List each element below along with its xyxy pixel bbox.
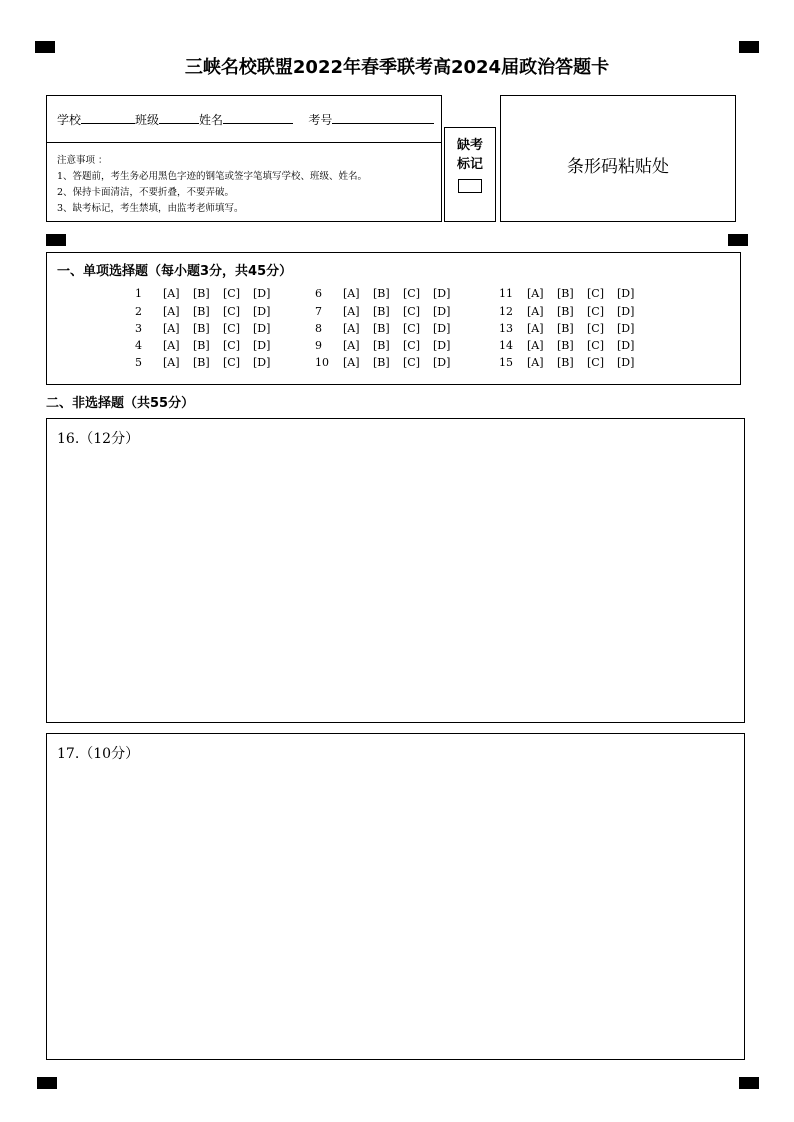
question-number: 15: [499, 356, 513, 369]
exam-no-label: 考号: [308, 113, 333, 127]
question-1: [135, 287, 283, 300]
option-bubble[interactable]: [A]: [343, 339, 360, 352]
note-item: 1、答题前，考生务必用黑色字迹的钢笔或签字笔填写学校、班级、姓名。: [57, 171, 368, 182]
exam-no-field[interactable]: [332, 112, 434, 124]
class-label: 班级: [135, 113, 160, 127]
option-bubble[interactable]: [A]: [163, 339, 180, 352]
question-12: [499, 305, 647, 318]
option-bubble[interactable]: [D]: [433, 322, 451, 335]
option-bubble[interactable]: [D]: [617, 356, 635, 369]
option-bubble[interactable]: [B]: [193, 287, 210, 300]
option-bubble[interactable]: [D]: [433, 287, 451, 300]
question-9: [315, 339, 463, 352]
alignment-mark-mid-right: [728, 234, 748, 246]
option-bubble[interactable]: [A]: [343, 356, 360, 369]
option-bubble[interactable]: [A]: [163, 305, 180, 318]
alignment-mark-bottom-right: [739, 1077, 759, 1089]
option-bubble[interactable]: [A]: [163, 322, 180, 335]
option-bubble[interactable]: [D]: [253, 287, 271, 300]
option-bubble[interactable]: [C]: [223, 305, 240, 318]
question-number: 4: [135, 339, 142, 352]
notes: [57, 153, 367, 217]
question-16-label: 16.（12分）: [57, 431, 140, 447]
question-6: [315, 287, 463, 300]
section1-heading: 一、单项选择题（每小题3分，共45分）: [57, 264, 293, 279]
question-15: [499, 356, 647, 369]
absent-label-line1: 缺考: [456, 138, 483, 153]
alignment-mark-bottom-left: [37, 1077, 57, 1089]
question-7: [315, 305, 463, 318]
option-bubble[interactable]: [C]: [223, 339, 240, 352]
option-bubble[interactable]: [B]: [373, 322, 390, 335]
option-bubble[interactable]: [D]: [253, 356, 271, 369]
option-bubble[interactable]: [B]: [373, 339, 390, 352]
question-number: 1: [135, 287, 142, 300]
option-bubble[interactable]: [D]: [433, 339, 451, 352]
question-11: [499, 287, 647, 300]
option-bubble[interactable]: [C]: [587, 287, 604, 300]
question-17-label: 17.（10分）: [57, 746, 140, 762]
note-item: 2、保持卡面清洁，不要折叠，不要弄破。: [57, 187, 235, 198]
question-number: 7: [315, 305, 322, 318]
option-bubble[interactable]: [D]: [433, 356, 451, 369]
question-2: [135, 305, 283, 318]
option-bubble[interactable]: [D]: [253, 305, 271, 318]
option-bubble[interactable]: [B]: [557, 356, 574, 369]
option-bubble[interactable]: [A]: [527, 356, 544, 369]
option-bubble[interactable]: [D]: [617, 339, 635, 352]
option-bubble[interactable]: [B]: [373, 356, 390, 369]
name-label: 姓名: [199, 113, 224, 127]
question-number: 12: [499, 305, 513, 318]
student-info-box: [46, 95, 442, 222]
absent-mark-box: [444, 127, 496, 222]
option-bubble[interactable]: [B]: [193, 322, 210, 335]
answer-box-16[interactable]: [46, 418, 745, 723]
question-10: [315, 356, 463, 369]
option-bubble[interactable]: [D]: [617, 287, 635, 300]
option-bubble[interactable]: [A]: [343, 287, 360, 300]
question-4: [135, 339, 283, 352]
question-14: [499, 339, 647, 352]
class-field[interactable]: [159, 112, 199, 124]
alignment-mark-top-left: [35, 41, 55, 53]
question-number: 14: [499, 339, 513, 352]
option-bubble[interactable]: [C]: [223, 356, 240, 369]
option-bubble[interactable]: [B]: [193, 339, 210, 352]
option-bubble[interactable]: [C]: [403, 356, 420, 369]
alignment-mark-mid-left: [46, 234, 66, 246]
option-bubble[interactable]: [C]: [403, 322, 420, 335]
option-bubble[interactable]: [C]: [223, 287, 240, 300]
option-bubble[interactable]: [A]: [527, 322, 544, 335]
school-label: 学校: [57, 113, 82, 127]
notes-heading: 注意事项 ：: [57, 155, 108, 166]
barcode-area: [500, 95, 736, 222]
question-13: [499, 322, 647, 335]
option-bubble[interactable]: [D]: [253, 322, 271, 335]
option-bubble[interactable]: [B]: [373, 287, 390, 300]
option-bubble[interactable]: [C]: [587, 339, 604, 352]
question-8: [315, 322, 463, 335]
question-3: [135, 322, 283, 335]
option-bubble[interactable]: [C]: [403, 287, 420, 300]
option-bubble[interactable]: [B]: [373, 305, 390, 318]
question-number: 3: [135, 322, 142, 335]
option-bubble[interactable]: [A]: [163, 287, 180, 300]
option-bubble[interactable]: [A]: [527, 287, 544, 300]
option-bubble[interactable]: [D]: [253, 339, 271, 352]
option-bubble[interactable]: [B]: [557, 339, 574, 352]
option-bubble[interactable]: [B]: [193, 305, 210, 318]
option-bubble[interactable]: [C]: [403, 305, 420, 318]
alignment-mark-top-right: [739, 41, 759, 53]
multiple-choice-section: [46, 252, 741, 385]
option-bubble[interactable]: [A]: [527, 339, 544, 352]
question-number: 6: [315, 287, 322, 300]
option-bubble[interactable]: [C]: [587, 305, 604, 318]
option-bubble[interactable]: [A]: [163, 356, 180, 369]
option-bubble[interactable]: [B]: [193, 356, 210, 369]
answer-box-17[interactable]: [46, 733, 745, 1060]
page-title: 三峡名校联盟2022年春季联考高2024届政治答题卡: [184, 57, 610, 78]
section2-heading: 二、非选择题（共55分）: [46, 396, 195, 411]
name-field[interactable]: [223, 112, 293, 124]
question-number: 8: [315, 322, 322, 335]
school-field[interactable]: [81, 112, 135, 124]
option-bubble[interactable]: [A]: [343, 322, 360, 335]
note-item: 3、缺考标记，考生禁填，由监考老师填写。: [57, 203, 244, 214]
option-bubble[interactable]: [D]: [617, 322, 635, 335]
option-bubble[interactable]: [B]: [557, 322, 574, 335]
question-number: 5: [135, 356, 142, 369]
barcode-label: 条形码粘贴处: [567, 157, 669, 177]
question-number: 2: [135, 305, 142, 318]
question-5: [135, 356, 283, 369]
option-bubble[interactable]: [A]: [527, 305, 544, 318]
absent-checkbox[interactable]: [458, 179, 482, 193]
option-bubble[interactable]: [A]: [343, 305, 360, 318]
option-bubble[interactable]: [B]: [557, 305, 574, 318]
option-bubble[interactable]: [C]: [587, 322, 604, 335]
question-number: 13: [499, 322, 513, 335]
question-number: 10: [315, 356, 329, 369]
question-number: 9: [315, 339, 322, 352]
option-bubble[interactable]: [B]: [557, 287, 574, 300]
question-number: 11: [499, 287, 513, 300]
absent-label-line2: 标记: [456, 157, 483, 172]
option-bubble[interactable]: [C]: [223, 322, 240, 335]
option-bubble[interactable]: [D]: [433, 305, 451, 318]
option-bubble[interactable]: [D]: [617, 305, 635, 318]
student-info-fields: [47, 96, 441, 143]
option-bubble[interactable]: [C]: [587, 356, 604, 369]
option-bubble[interactable]: [C]: [403, 339, 420, 352]
